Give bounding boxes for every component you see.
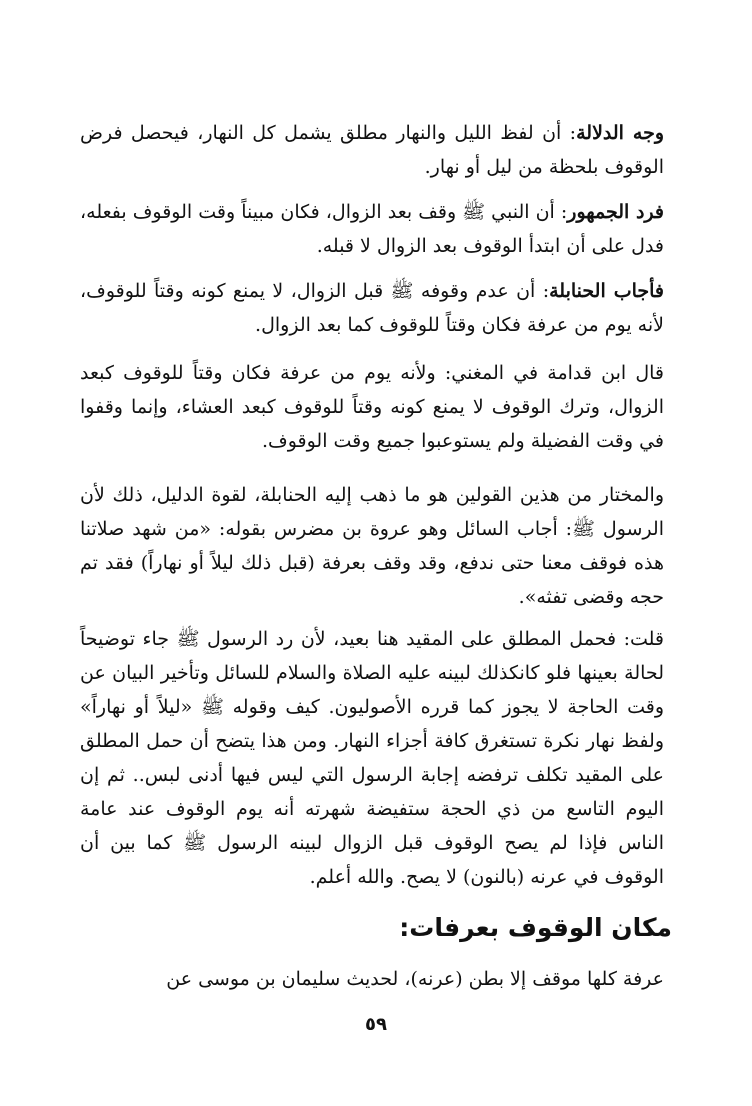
paragraph-text: : أن النبي ﷺ وقف بعد الزوال، فكان مبيناً وقت الوقوف بفعله، فدل على أن ابتدأ الوقوف بعد الزوال لا قبله. xyxy=(80,201,664,257)
paragraph-label: وجه الدلالة xyxy=(576,122,665,144)
paragraph-arafa xyxy=(80,962,664,996)
paragraph-text: : أن عدم وقوفه ﷺ قبل الزوال، لا يمنع كونه وقتاً للوقوف، لأنه يوم من عرفة فكان وقتاً للوقوف كما بعد الزوال. xyxy=(80,280,664,336)
paragraph-ibn-qudama xyxy=(80,356,664,458)
paragraph-text: قلت: فحمل المطلق على المقيد هنا بعيد، لأن رد الرسول ﷺ جاء توضيحاً لحالة بعينها فلو كانكذلك لبينه عليه الصلاة والسلام للسائل وتأخير البيان عن وقت الحاجة لا يجوز كما قرره الأصوليون. كيف وقوله ﷺ «ليلاً أو نهاراً» ولفظ نهار نكرة تستغرق كافة أجزاء النهار. ومن هذا يتضح أن حمل المطلق على المقيد تكلف ترفضه إجابة الرسول التي ليس فيها أدنى لبس.. ثم إن اليوم التاسع من ذي الحجة ستفيضة شهرته أنه يوم الوقوف عند عامة الناس فإذا لم يصح الوقوف قبل الزوال لبينه الرسول ﷺ كما بين أن الوقوف في عرنه (بالنون) لا يصح. والله أعلم. xyxy=(80,628,664,888)
paragraph-label: فأجاب الحنابلة xyxy=(549,280,665,302)
paragraph-jawab-al-hanabila xyxy=(80,274,664,342)
paragraph-al-mukhtar xyxy=(80,478,664,614)
paragraph-text: : أن لفظ الليل والنهار مطلق يشمل كل النهار، فيحصل فرض الوقوف بلحظة من ليل أو نهار. xyxy=(80,122,664,178)
paragraph-wajh-al-dalala xyxy=(80,116,664,184)
paragraph-text: قال ابن قدامة في المغني: ولأنه يوم من عرفة فكان وقتاً للوقوف كبعد الزوال، وترك الوقوف لا يمنع كونه وقتاً للوقوف كبعد العشاء، وإنما وقفوا في وقت الفضيلة ولم يستوعبوا جميع وقت الوقوف. xyxy=(80,362,664,452)
paragraph-qultu xyxy=(80,622,664,894)
page-number: ٥٩ xyxy=(365,1014,387,1035)
section-heading: مكان الوقوف بعرفات: xyxy=(399,913,672,942)
paragraph-radd-al-jumhur xyxy=(80,195,664,263)
paragraph-text: والمختار من هذين القولين هو ما ذهب إليه الحنابلة، لقوة الدليل، ذلك لأن الرسول ﷺ: أجاب السائل وهو عروة بن مضرس بقوله: «من شهد صلاتنا هذه فوقف معنا حتى ندفع، وقد وقف بعرفة (قبل ذلك ليلاً أو نهاراً) فقد تم حجه وقضى تفثه». xyxy=(80,484,664,608)
paragraph-label: فرد الجمهور xyxy=(567,201,664,223)
paragraph-text: عرفة كلها موقف إلا بطن (عرنه)، لحديث سليمان بن موسى عن xyxy=(166,968,664,990)
